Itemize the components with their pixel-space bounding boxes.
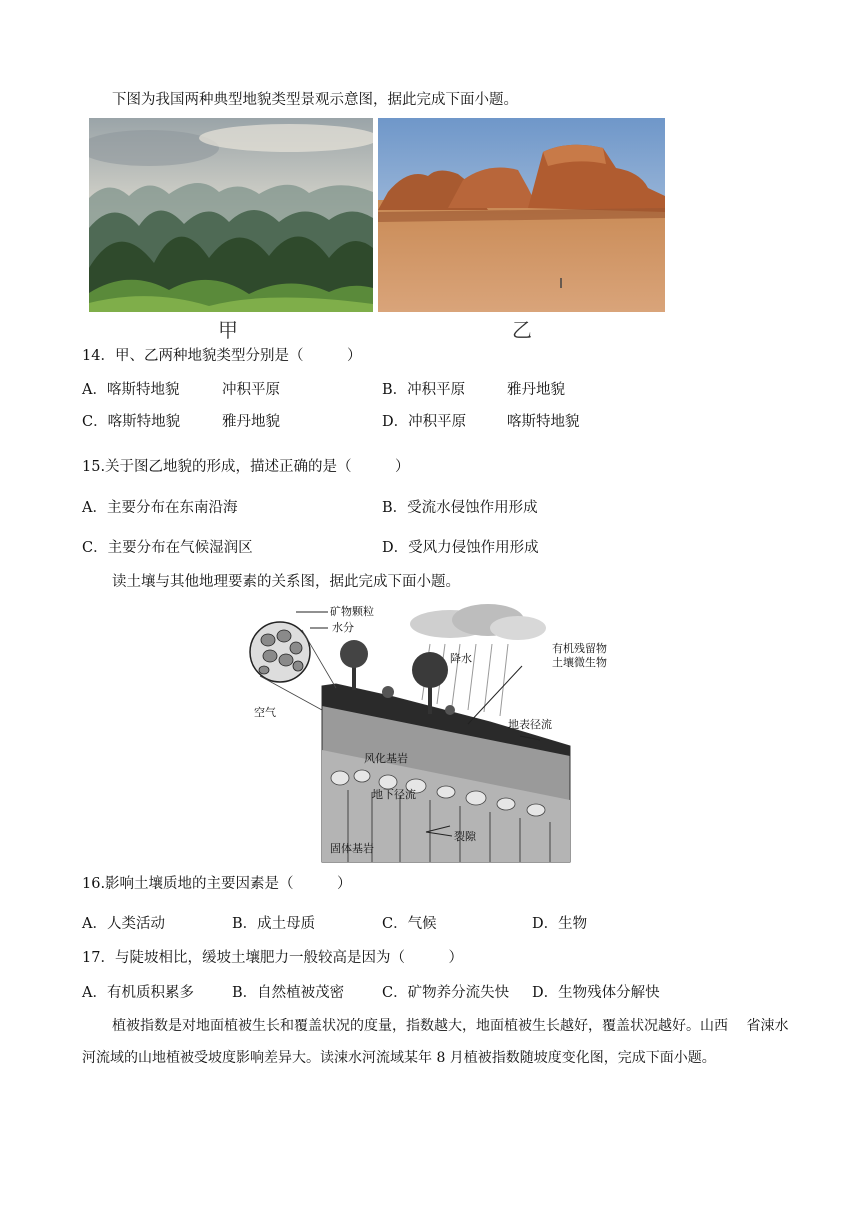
question-16-stem: 16.影响土壤质地的主要因素是（ ）: [82, 876, 352, 892]
label-organic-residue: 有机残留物: [552, 642, 607, 655]
q14-option-a-second: 冲积平原: [222, 382, 280, 398]
q14-option-b[interactable]: B．冲积平原: [382, 382, 466, 398]
q14-option-a[interactable]: A．喀斯特地貌: [82, 382, 180, 398]
question-14-stem: 14．甲、乙两种地貌类型分别是（ ）: [82, 348, 362, 364]
caption-jia: 甲: [218, 318, 238, 342]
q14-option-b-second: 雅丹地貌: [507, 382, 565, 398]
q15-option-b[interactable]: B．受流水侵蚀作用形成: [382, 500, 538, 516]
label-crack: 裂隙: [454, 830, 476, 843]
q17-option-c[interactable]: C．矿物养分流失快: [382, 985, 510, 1001]
q16-option-b[interactable]: B．成土母质: [232, 916, 316, 932]
q16-option-c[interactable]: C．气候: [382, 916, 437, 932]
intro-text-3-line-1: 植被指数是对地面植被生长和覆盖状况的度量，指数越大，地面植被生长越好，覆盖状况越好。山西 省涑水: [112, 1018, 789, 1034]
question-15-stem: 15.关于图乙地貌的形成，描述正确的是（ ）: [82, 459, 410, 475]
q14-option-c[interactable]: C．喀斯特地貌: [82, 414, 181, 430]
q14-option-d[interactable]: D．冲积平原: [382, 414, 467, 430]
question-17-stem: 17．与陡坡相比，缓坡土壤肥力一般较高是因为（ ）: [82, 950, 463, 966]
label-underground-runoff: 地下径流: [372, 788, 416, 801]
intro-text-1: 下图为我国两种典型地貌类型景观示意图，据此完成下面小题。: [112, 92, 518, 108]
label-air: 空气: [254, 706, 276, 719]
q14-option-c-second: 雅丹地貌: [222, 414, 280, 430]
q15-option-c[interactable]: C．主要分布在气候湿润区: [82, 540, 253, 556]
q14-option-d-second: 喀斯特地貌: [507, 414, 580, 430]
intro-text-3-line-2: 河流域的山地植被受坡度影响差异大。读涑水河流域某年 8 月植被指数随坡度变化图，完成下面小题。: [82, 1050, 716, 1066]
karst-landscape-image: [89, 118, 373, 312]
q16-option-a[interactable]: A．人类活动: [82, 916, 165, 932]
yardang-landscape-image: [378, 118, 665, 312]
label-surface-runoff: 地表径流: [508, 718, 552, 731]
q17-option-d[interactable]: D．生物残体分解快: [532, 985, 660, 1001]
q15-option-a[interactable]: A．主要分布在东南沿海: [82, 500, 238, 516]
label-precipitation: 降水: [450, 652, 472, 665]
label-soil-microbes: 土壤微生物: [552, 656, 607, 669]
q17-option-a[interactable]: A．有机质积累多: [82, 985, 194, 1001]
label-water: 水分: [332, 621, 354, 634]
q17-option-b[interactable]: B．自然植被茂密: [232, 985, 345, 1001]
label-weathered-bedrock: 风化基岩: [364, 752, 408, 765]
q16-option-d[interactable]: D．生物: [532, 916, 588, 932]
caption-yi: 乙: [512, 318, 532, 342]
q15-option-d[interactable]: D．受风力侵蚀作用形成: [382, 540, 539, 556]
intro-text-2: 读土壤与其他地理要素的关系图，据此完成下面小题。: [112, 574, 460, 590]
label-solid-bedrock: 固体基岩: [330, 842, 374, 855]
label-mineral: 矿物颗粒: [330, 605, 374, 618]
soil-relationship-diagram: [240, 600, 620, 866]
